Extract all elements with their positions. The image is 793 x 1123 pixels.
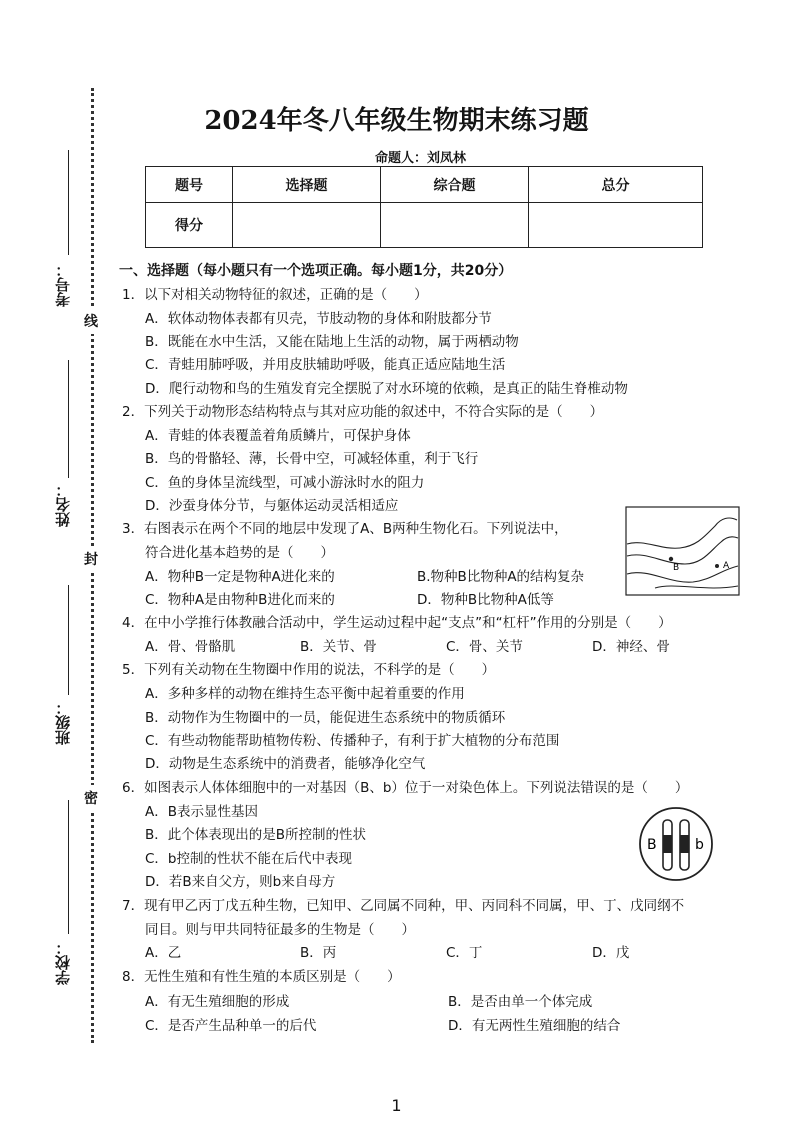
fossil-strata-figure — [625, 506, 740, 596]
question-6-option-d: D．若B来自父方，则b来自母方 — [145, 874, 336, 890]
question-3-option-d: D．物种B比物种A低等 — [417, 592, 554, 608]
question-5-option-d: D．动物是生态系统中的消费者，能够净化空气 — [145, 756, 426, 772]
question-2-option-a: A．青蛙的体表覆盖着角质鳞片，可保护身体 — [145, 428, 411, 444]
school-field[interactable] — [68, 800, 69, 934]
question-1-option-a: A．软体动物体表都有贝壳，节肢动物的身体和附肢都分节 — [145, 311, 492, 327]
chromosome-pair-figure — [637, 805, 715, 883]
question-2-option-c: C．鱼的身体呈流线型，可减小游泳时水的阻力 — [145, 475, 425, 491]
page-title: 2024年冬八年级生物期末练习题 — [204, 106, 589, 136]
question-5-option-b: B．动物作为生物圈中的一员，能促进生态系统中的物质循环 — [145, 710, 506, 726]
question-3-stem: 3．右图表示在两个不同的地层中发现了A、B两种生物化石。下列说法中， — [122, 521, 568, 537]
question-6-option-b: B．此个体表现出的是B所控制的性状 — [145, 827, 367, 843]
question-7-option-d: D．戊 — [592, 945, 630, 961]
seal-char-mi: 密 — [84, 785, 98, 811]
question-7-option-b: B．丙 — [300, 945, 337, 961]
question-4-option-b: B．关节、骨 — [300, 639, 377, 655]
fossil-label-a: A — [723, 561, 730, 571]
score-row-label: 得分 — [146, 203, 233, 248]
question-6-stem: 6．如图表示人体体细胞中的一对基因（B、b）位于一对染色体上。下列说法错误的是（ ） — [122, 780, 689, 796]
exam-number-field[interactable] — [68, 150, 69, 255]
page-number: 1 — [391, 1096, 402, 1115]
name-label: 姓名： — [54, 482, 72, 527]
question-3-stem-cont: 符合进化基本趋势的是（ ） — [145, 545, 334, 561]
name-field[interactable] — [68, 360, 69, 478]
score-header-comprehensive: 综合题 — [381, 167, 529, 203]
question-5-stem: 5．下列有关动物在生物圈中作用的说法，不科学的是（ ） — [122, 662, 496, 678]
question-4-option-c: C．骨、关节 — [446, 639, 523, 655]
score-cell-choice[interactable] — [233, 203, 381, 248]
class-field[interactable] — [68, 585, 69, 695]
question-1-option-b: B．既能在水中生活，又能在陆地上生活的动物，属于两栖动物 — [145, 334, 519, 350]
question-7-option-c: C．丁 — [446, 945, 483, 961]
section-title: 一、选择题（每小题只有一个选项正确。每小题1分，共20分） — [119, 263, 513, 279]
question-7-stem-cont: 同目。则与甲共同特征最多的生物是（ ） — [145, 922, 415, 938]
question-5-option-a: A．多种多样的动物在维持生态平衡中起着重要的作用 — [145, 686, 465, 702]
gene-label-b-upper: B — [647, 837, 657, 853]
question-6-option-a: A．B表示显性基因 — [145, 804, 258, 820]
fossil-label-b: B — [673, 563, 680, 573]
score-table — [145, 166, 703, 248]
question-2-stem: 2．下列关于动物形态结构特点与其对应功能的叙述中，不符合实际的是（ ） — [122, 404, 604, 420]
question-3-option-a: A．物种B一定是物种A进化来的 — [145, 569, 335, 585]
question-8-option-a: A．有无生殖细胞的形成 — [145, 994, 290, 1010]
question-7-stem: 7．现有甲乙丙丁戊五种生物，已知甲、乙同属不同种，甲、丙同科不同属，甲、丁、戊同纲不 — [122, 898, 685, 914]
score-header-number: 题号 — [146, 167, 233, 203]
class-label: 班级： — [54, 700, 72, 745]
question-3-option-c: C．物种A是由物种B进化而来的 — [145, 592, 335, 608]
gene-label-b-lower: b — [695, 837, 704, 853]
question-4-option-a: A．骨、骨骼肌 — [145, 639, 236, 655]
question-7-option-a: A．乙 — [145, 945, 182, 961]
question-8-option-c: C．是否产生品种单一的后代 — [145, 1018, 317, 1034]
score-cell-total[interactable] — [529, 203, 703, 248]
seal-char-xian: 线 — [84, 308, 98, 334]
author-line: 命题人：刘凤林 — [375, 151, 467, 166]
question-1-option-d: D．爬行动物和鸟的生殖发育完全摆脱了对水环境的依赖，是真正的陆生脊椎动物 — [145, 381, 628, 397]
score-header-choice: 选择题 — [233, 167, 381, 203]
question-2-option-b: B．鸟的骨骼轻、薄，长骨中空，可减轻体重，利于飞行 — [145, 451, 479, 467]
score-header-total: 总分 — [529, 167, 703, 203]
question-1-option-c: C．青蛙用肺呼吸，并用皮肤辅助呼吸，能真正适应陆地生活 — [145, 357, 506, 373]
question-4-option-d: D．神经、骨 — [592, 639, 670, 655]
question-5-option-c: C．有些动物能帮助植物传粉、传播种子，有利于扩大植物的分布范围 — [145, 733, 560, 749]
question-1-stem: 1．以下对相关动物特征的叙述，正确的是（ ） — [122, 287, 428, 303]
school-label: 学校： — [54, 940, 72, 985]
question-3-option-b: B.物种B比物种A的结构复杂 — [417, 569, 585, 585]
question-4-stem: 4．在中小学推行体教融合活动中，学生运动过程中起“支点”和“杠杆”作用的分别是（ ） — [122, 615, 672, 631]
seal-char-feng: 封 — [84, 546, 98, 572]
question-8-stem: 8．无性生殖和有性生殖的本质区别是（ ） — [122, 969, 401, 985]
question-8-option-d: D．有无两性生殖细胞的结合 — [448, 1018, 621, 1034]
binding-margin — [0, 0, 120, 1123]
exam-number-label: 考号： — [54, 262, 72, 307]
question-2-option-d: D．沙蚕身体分节，与躯体运动灵活相适应 — [145, 498, 399, 514]
question-6-option-c: C．b控制的性状不能在后代中表现 — [145, 851, 352, 867]
score-cell-comprehensive[interactable] — [381, 203, 529, 248]
question-8-option-b: B．是否由单一个体完成 — [448, 994, 593, 1010]
